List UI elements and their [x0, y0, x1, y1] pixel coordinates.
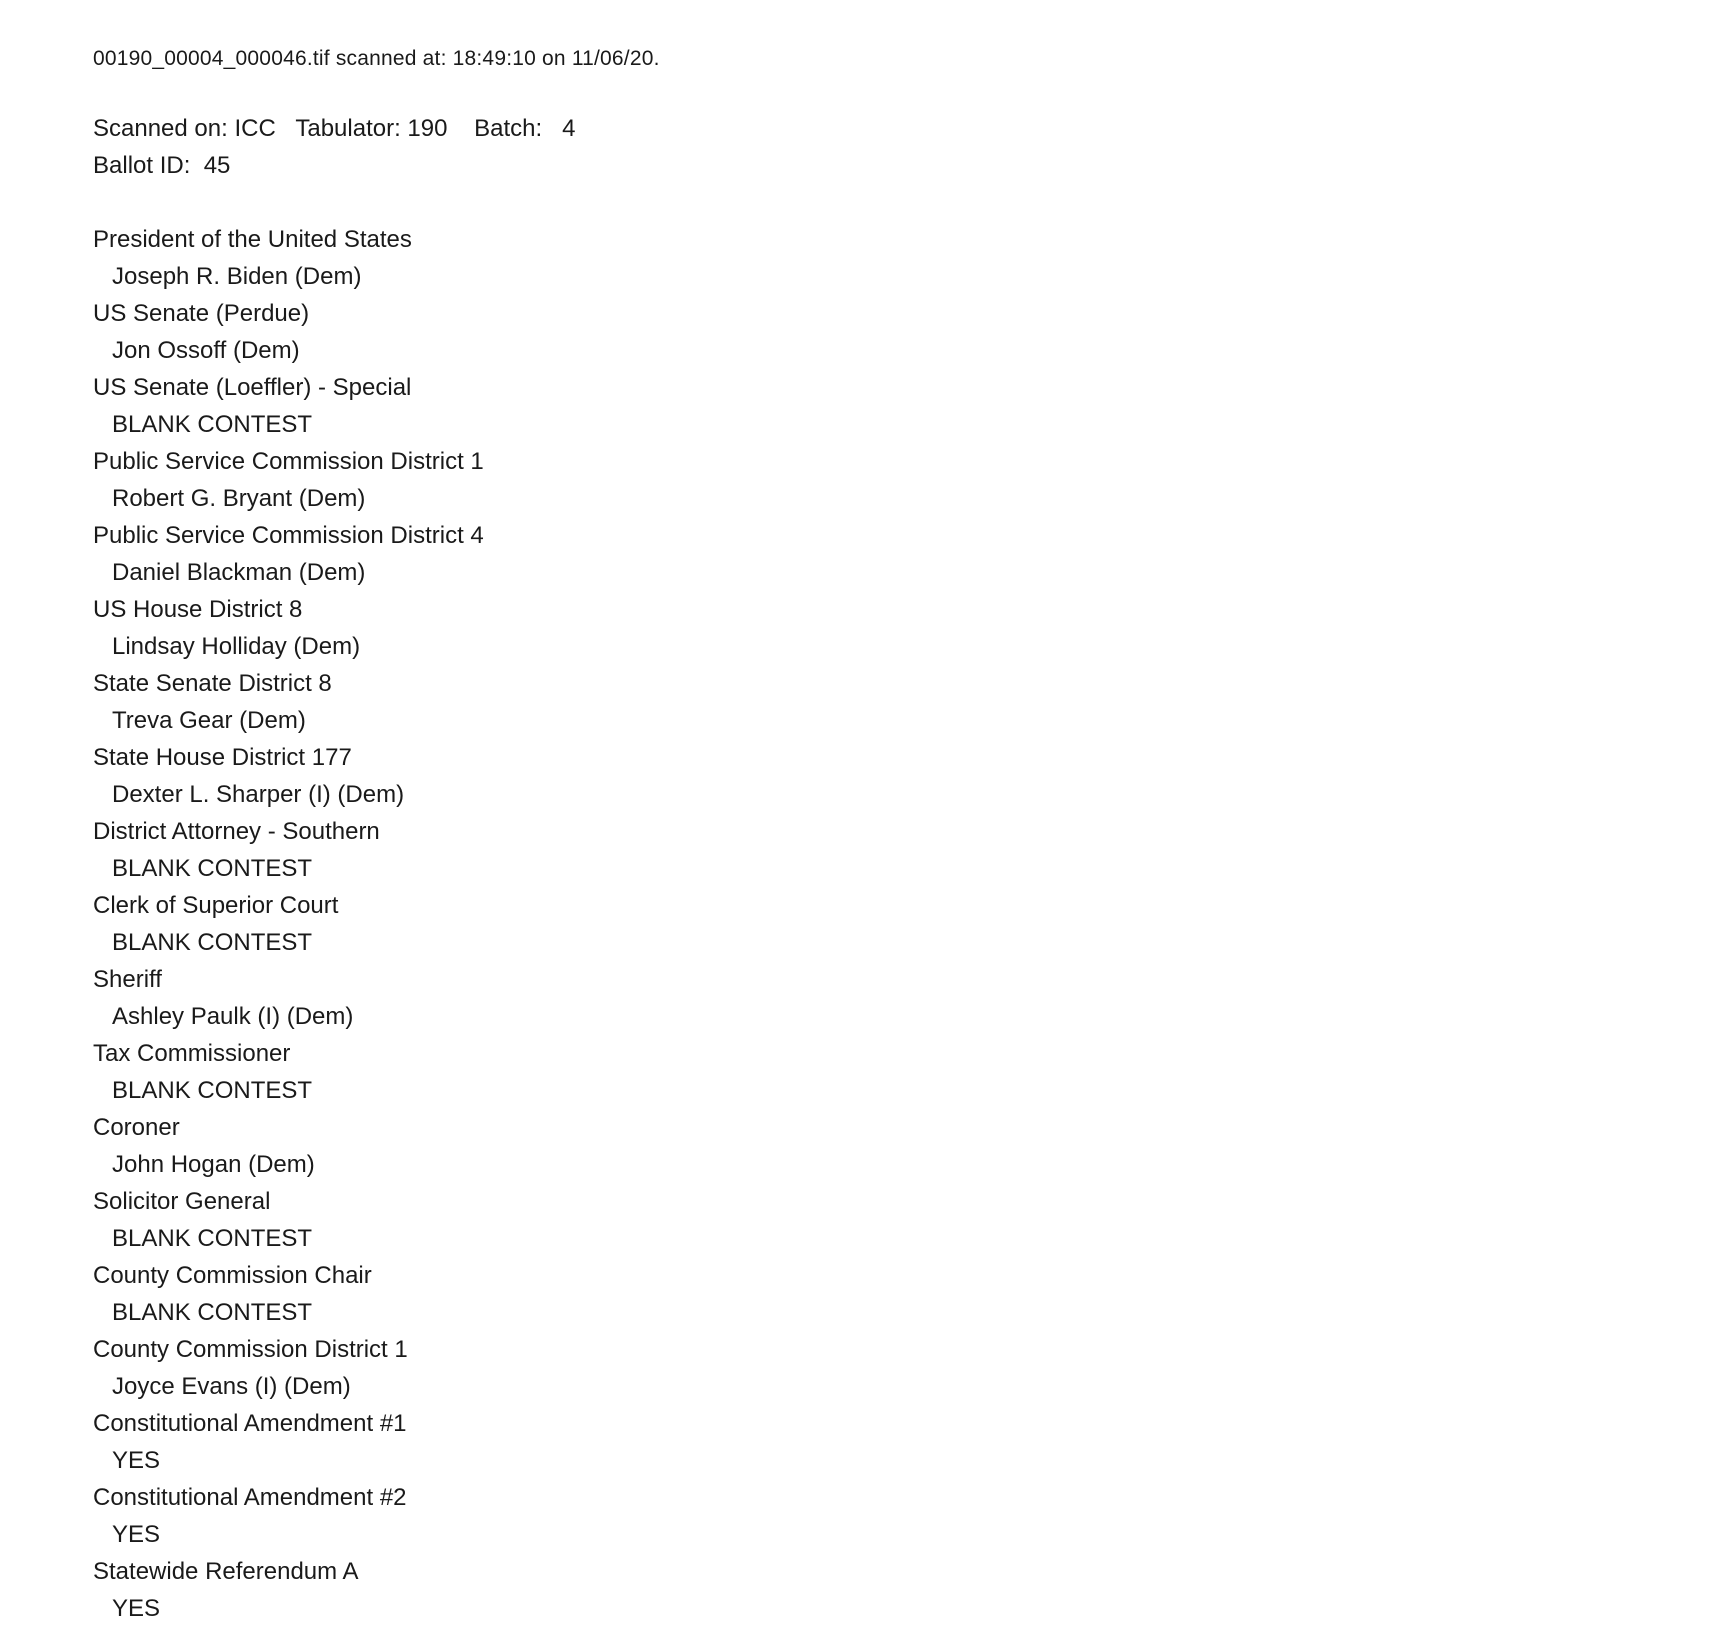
contest-title: US House District 8 — [93, 596, 303, 623]
contest-title: Public Service Commission District 4 — [93, 522, 484, 549]
scan-metadata-block — [93, 110, 1593, 184]
contest-title: District Attorney - Southern — [93, 818, 380, 845]
cast-vote-record-page — [93, 46, 1593, 1627]
contest-row — [93, 739, 1593, 813]
contest-row — [93, 1405, 1593, 1479]
contest-row — [93, 1257, 1593, 1331]
contest-list — [93, 221, 1593, 1627]
contest-selection: Lindsay Holliday (Dem) — [112, 633, 361, 660]
contest-title: County Commission District 1 — [93, 1336, 408, 1363]
contest-row — [93, 887, 1593, 961]
contest-row — [93, 1331, 1593, 1405]
contest-row — [93, 221, 1593, 295]
contest-selection: Dexter L. Sharper (I) (Dem) — [112, 781, 405, 808]
contest-title: Constitutional Amendment #2 — [93, 1484, 407, 1511]
contest-title: Sheriff — [93, 966, 162, 993]
contest-title: County Commission Chair — [93, 1262, 372, 1289]
contest-selection: John Hogan (Dem) — [112, 1151, 315, 1178]
contest-selection: Treva Gear (Dem) — [112, 707, 306, 734]
contest-title: US Senate (Loeffler) - Special — [93, 374, 412, 401]
contest-selection: YES — [112, 1447, 161, 1474]
contest-title: President of the United States — [93, 226, 412, 253]
contest-title: Statewide Referendum A — [93, 1558, 359, 1585]
contest-row — [93, 1109, 1593, 1183]
contest-selection: BLANK CONTEST — [112, 855, 313, 882]
contest-selection: BLANK CONTEST — [112, 1299, 313, 1326]
contest-row — [93, 665, 1593, 739]
contest-selection: Jon Ossoff (Dem) — [112, 337, 300, 364]
contest-title: Constitutional Amendment #1 — [93, 1410, 407, 1437]
contest-title: Clerk of Superior Court — [93, 892, 339, 919]
contest-row — [93, 961, 1593, 1035]
contest-row — [93, 443, 1593, 517]
contest-title: State House District 177 — [93, 744, 352, 771]
contest-selection: Robert G. Bryant (Dem) — [112, 485, 366, 512]
contest-title: US Senate (Perdue) — [93, 300, 310, 327]
contest-row — [93, 369, 1593, 443]
scan-filename-line: 00190_00004_000046.tif scanned at: 18:49:10 on 11/06/20. — [93, 47, 660, 70]
contest-row — [93, 1479, 1593, 1553]
contest-selection: YES — [112, 1595, 161, 1622]
contest-selection: Joseph R. Biden (Dem) — [112, 263, 362, 290]
contest-selection: Joyce Evans (I) (Dem) — [112, 1373, 351, 1400]
contest-title: State Senate District 8 — [93, 670, 332, 697]
contest-row — [93, 517, 1593, 591]
contest-selection: Ashley Paulk (I) (Dem) — [112, 1003, 354, 1030]
ballot-id-line: Ballot ID: 45 — [93, 152, 231, 179]
contest-title: Public Service Commission District 1 — [93, 448, 484, 475]
contest-row — [93, 1035, 1593, 1109]
contest-row — [93, 1553, 1593, 1627]
contest-row — [93, 295, 1593, 369]
contest-row — [93, 1183, 1593, 1257]
contest-selection: BLANK CONTEST — [112, 411, 313, 438]
contest-title: Coroner — [93, 1114, 180, 1141]
contest-title: Solicitor General — [93, 1188, 271, 1215]
contest-selection: BLANK CONTEST — [112, 929, 313, 956]
scanner-tabulator-batch-line: Scanned on: ICC Tabulator: 190 Batch: 4 — [93, 115, 576, 142]
contest-selection: BLANK CONTEST — [112, 1077, 313, 1104]
contest-selection: BLANK CONTEST — [112, 1225, 313, 1252]
contest-row — [93, 591, 1593, 665]
contest-selection: Daniel Blackman (Dem) — [112, 559, 366, 586]
contest-row — [93, 813, 1593, 887]
contest-selection: YES — [112, 1521, 161, 1548]
contest-title: Tax Commissioner — [93, 1040, 291, 1067]
